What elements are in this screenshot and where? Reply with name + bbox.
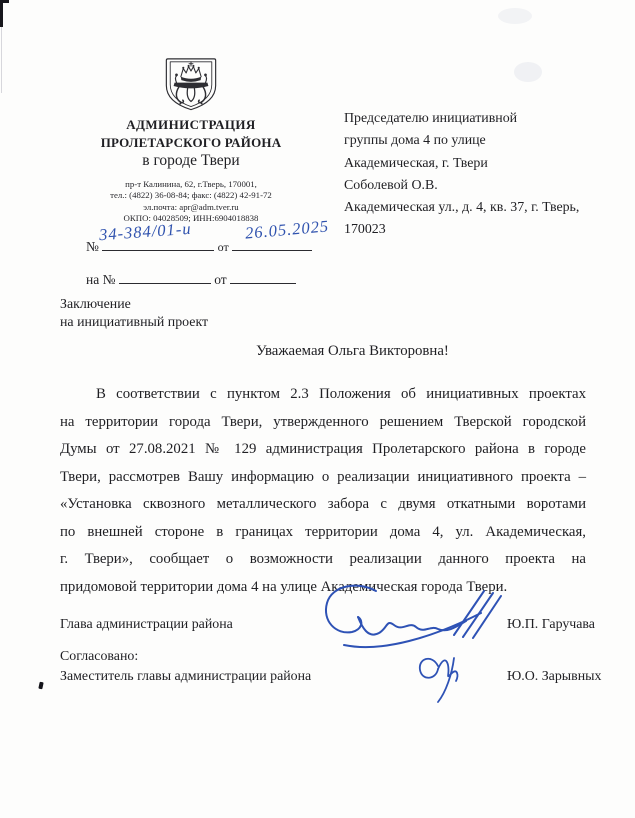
- body-line: г. Твери», сообщает о возможности реализации данного проекта на: [60, 551, 586, 567]
- scan-artifact-corner-top: [0, 0, 9, 3]
- scan-artifact-smudge: [514, 62, 542, 82]
- recipient-block: [344, 108, 614, 242]
- deputy-name: Ю.О. Зарывных: [507, 669, 602, 684]
- org-name-line2: ПРОЛЕТАРСКОГО РАЙОНА: [100, 135, 282, 150]
- agreed-label: Согласовано:: [60, 649, 139, 664]
- recipient-line: 170023: [344, 222, 386, 238]
- address-line: тел.: (4822) 36-08-84; факс: (4822) 42-91-72: [110, 190, 272, 201]
- address-line: пр-т Калинина, 62, г.Тверь, 170001,: [125, 179, 257, 189]
- deputy-signature-icon: [412, 648, 474, 710]
- head-title: Глава администрации района: [60, 617, 233, 632]
- body-line: Твери, рассмотрев Вашу информацию о реализации инициативного проекта –: [60, 468, 586, 485]
- scan-artifact-speck: [38, 682, 43, 690]
- reply-number-blank-line: [119, 269, 211, 284]
- body-paragraph: [60, 381, 586, 601]
- recipient-line: группы дома 4 по улице: [344, 133, 486, 149]
- from-label: от: [217, 240, 229, 254]
- handwritten-outgoing-number: 34-384/01-и: [98, 218, 193, 245]
- reply-reference-row: [86, 269, 296, 288]
- address-line: эл.почта: apr@adm.tver.ru: [143, 201, 239, 212]
- recipient-line: Академическая, г. Твери: [344, 155, 488, 171]
- head-signature-icon: [316, 583, 514, 653]
- body-line: Думы от 27.08.2021 № 129 администрация Пролетарского района в городе: [60, 441, 586, 457]
- reply-label: на №: [86, 272, 116, 287]
- subject-block: [60, 296, 208, 331]
- body-line: «Установка сквозного металлического забора с двумя откатными воротами: [60, 496, 586, 512]
- tver-coat-of-arms-icon: [162, 56, 220, 113]
- body-line: придомовой территории дома 4 на улице Академическая города Твери.: [60, 578, 508, 595]
- address-line: ОКПО: 04028509; ИНН:6904018838: [123, 213, 259, 224]
- handwritten-date: 26.05.2025: [244, 216, 330, 243]
- reply-date-blank-line: [230, 269, 296, 284]
- scan-artifact-smudge: [498, 8, 532, 24]
- head-name: Ю.П. Гаручава: [507, 617, 595, 632]
- org-name-line1: АДМИНИСТРАЦИЯ: [126, 117, 256, 132]
- body-line: на территории города Твери, утвержденного решением Тверской городской: [60, 413, 586, 430]
- org-city-line: в городе Твери: [142, 152, 240, 169]
- subject-line2: на инициативный проект: [60, 314, 209, 330]
- body-line: В соответствии с пунктом 2.3 Положения об инициативных проектах: [96, 386, 586, 402]
- recipient-line: Председателю инициативной: [344, 111, 518, 126]
- deputy-title: Заместитель главы администрации района: [60, 669, 312, 684]
- recipient-line: Академическая ул., д. 4, кв. 37, г. Тверь,: [344, 200, 580, 216]
- reply-from-label: от: [214, 272, 227, 287]
- body-line: по внешней стороне в границах территории дома 4, ул. Академическая,: [60, 523, 586, 540]
- number-label: №: [86, 239, 99, 254]
- scan-artifact-corner: [0, 0, 3, 27]
- scan-artifact-edge-line: [1, 27, 2, 93]
- subject-line1: Заключение: [60, 297, 131, 312]
- recipient-line: Соболевой О.В.: [344, 177, 438, 193]
- greeting-line: Уважаемая Ольга Викторовна!: [256, 343, 449, 359]
